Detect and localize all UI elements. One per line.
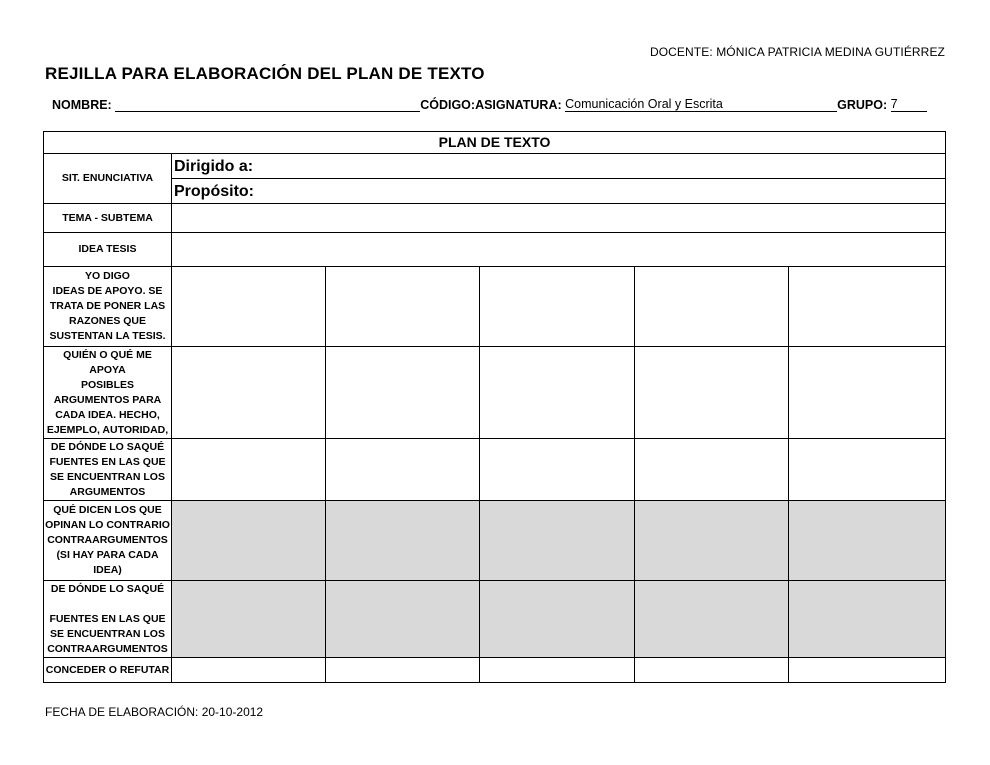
table-cell[interactable] xyxy=(480,581,635,658)
idea-tesis-field[interactable] xyxy=(172,233,946,267)
proposito-field[interactable]: Propósito: xyxy=(172,179,946,204)
grupo-field[interactable] xyxy=(891,97,927,112)
row-label-contraargumentos: QUÉ DICEN LOS QUE OPINAN LO CONTRARIO CONTRAARGUMENTOS (SI HAY PARA CADA IDEA) xyxy=(44,501,172,581)
table-cell[interactable] xyxy=(326,658,480,683)
plan-table xyxy=(43,131,946,683)
table-cell[interactable] xyxy=(635,347,789,439)
table-cell[interactable] xyxy=(635,501,789,581)
fecha-elaboracion: FECHA DE ELABORACIÓN: 20-10-2012 xyxy=(45,705,264,719)
table-cell[interactable] xyxy=(480,267,635,347)
nombre-label: NOMBRE: xyxy=(52,98,112,112)
table-cell[interactable] xyxy=(789,347,946,439)
table-cell[interactable] xyxy=(635,439,789,501)
asignatura-value: Comunicación Oral y Escrita xyxy=(565,97,723,111)
row-label-de-donde-contraargumentos: DE DÓNDE LO SAQUÉ FUENTES EN LAS QUE SE ENCUENTRAN LOS CONTRAARGUMENTOS xyxy=(44,581,172,658)
table-cell[interactable] xyxy=(635,658,789,683)
table-heading: PLAN DE TEXTO xyxy=(44,132,946,154)
table-cell[interactable] xyxy=(789,439,946,501)
table-cell[interactable] xyxy=(789,501,946,581)
idea-tesis-label: IDEA TESIS xyxy=(44,233,172,267)
dirigido-field[interactable]: Dirigido a: xyxy=(172,154,946,179)
tema-subtema-field[interactable] xyxy=(172,204,946,233)
table-cell[interactable] xyxy=(789,658,946,683)
table-cell[interactable] xyxy=(635,581,789,658)
table-cell[interactable] xyxy=(635,267,789,347)
info-line xyxy=(52,97,942,112)
asignatura-label: ASIGNATURA: xyxy=(475,98,562,112)
sit-enunciativa-label: SIT. ENUNCIATIVA xyxy=(44,154,172,204)
table-cell[interactable] xyxy=(326,501,480,581)
table-cell[interactable] xyxy=(172,658,326,683)
table-cell[interactable] xyxy=(480,439,635,501)
row-label-de-donde-argumentos: DE DÓNDE LO SAQUÉ FUENTES EN LAS QUE SE ENCUENTRAN LOS ARGUMENTOS xyxy=(44,439,172,501)
table-cell[interactable] xyxy=(172,267,326,347)
table-cell[interactable] xyxy=(172,501,326,581)
table-cell[interactable] xyxy=(326,581,480,658)
table-cell[interactable] xyxy=(326,347,480,439)
grupo-label: GRUPO: xyxy=(837,98,888,112)
table-cell[interactable] xyxy=(789,267,946,347)
asignatura-field[interactable] xyxy=(565,97,837,112)
table-cell[interactable] xyxy=(326,267,480,347)
table-cell[interactable] xyxy=(480,347,635,439)
codigo-label: CÓDIGO: xyxy=(420,98,476,112)
table-cell[interactable] xyxy=(480,501,635,581)
tema-subtema-label: TEMA - SUBTEMA xyxy=(44,204,172,233)
row-label-quien-me-apoya: QUIÉN O QUÉ ME APOYA POSIBLES ARGUMENTOS PARA CADA IDEA. HECHO, EJEMPLO, AUTORIDAD, xyxy=(44,347,172,439)
grupo-value: 7 xyxy=(890,97,898,111)
table-cell[interactable] xyxy=(789,581,946,658)
table-cell[interactable] xyxy=(172,581,326,658)
row-label-yo-digo: YO DIGO IDEAS DE APOYO. SE TRATA DE PONER LAS RAZONES QUE SUSTENTAN LA TESIS. xyxy=(44,267,172,347)
table-cell[interactable] xyxy=(172,439,326,501)
table-cell[interactable] xyxy=(480,658,635,683)
table-cell[interactable] xyxy=(326,439,480,501)
page-title: REJILLA PARA ELABORACIÓN DEL PLAN DE TEXTO xyxy=(45,64,485,83)
nombre-field[interactable] xyxy=(115,98,420,112)
docente-label: DOCENTE: MÓNICA PATRICIA MEDINA GUTIÉRREZ xyxy=(649,45,945,59)
table-cell[interactable] xyxy=(172,347,326,439)
row-label-conceder-refutar: CONCEDER O REFUTAR xyxy=(44,658,172,683)
